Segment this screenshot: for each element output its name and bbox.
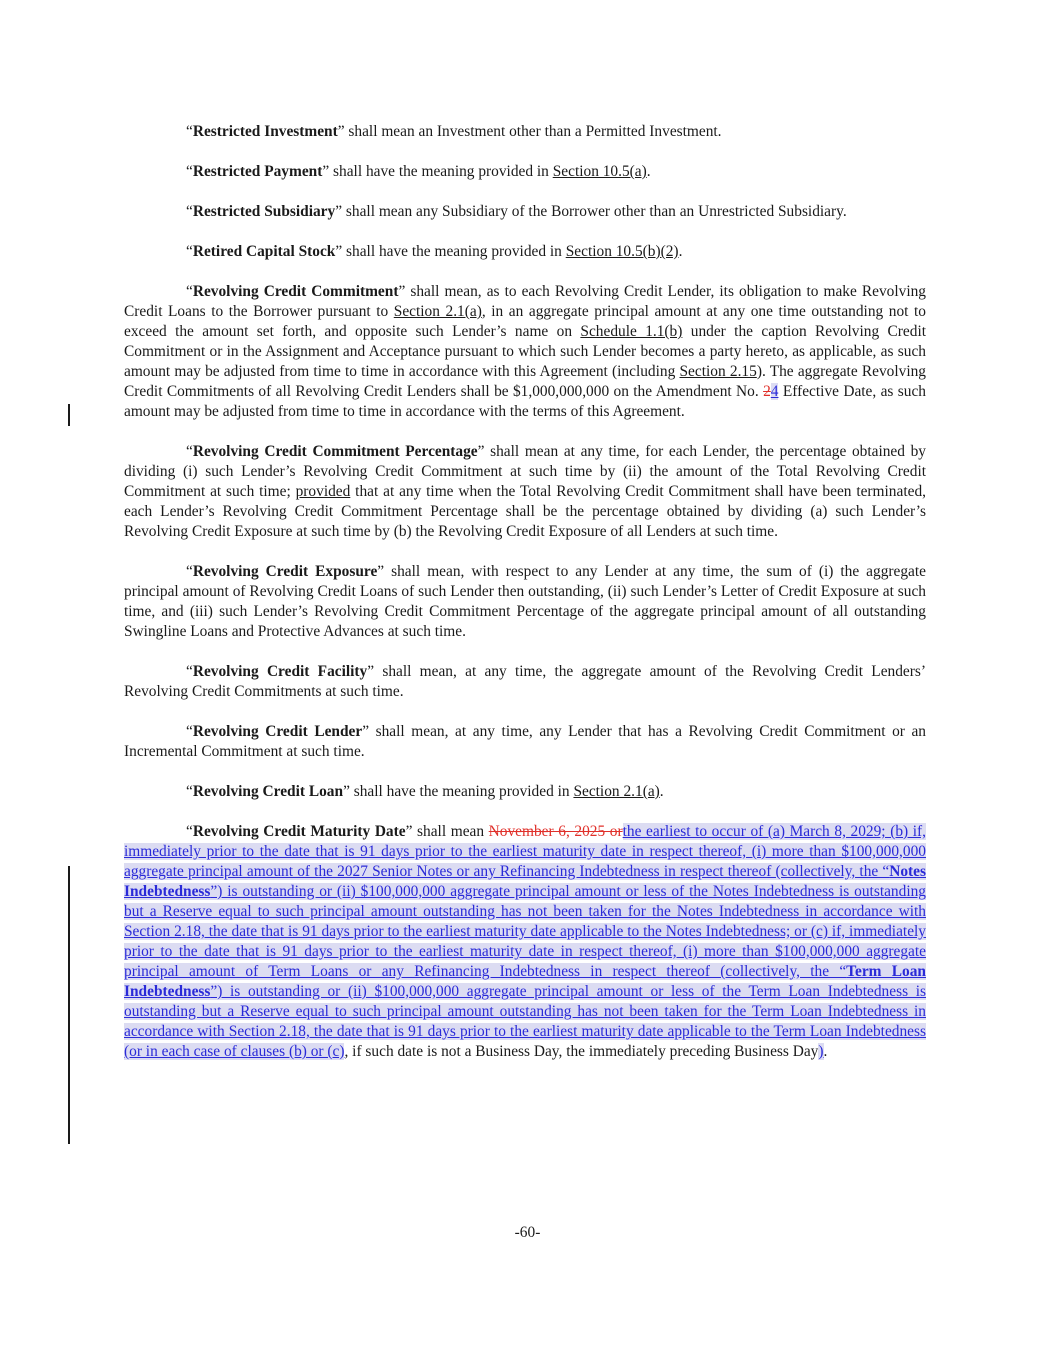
proviso-term: provided [295,483,351,500]
change-bar [68,404,70,426]
change-bar [68,866,70,1144]
definition-revolving-credit-loan: “Revolving Credit Loan” shall have the meaning provided in Section 2.1(a). [186,783,664,800]
section-reference: Section 2.1(a) [573,783,660,800]
section-reference: Section 2.1(a) [393,303,482,320]
defined-term-inserted: Term Loan Indebtedness [124,963,926,1000]
definition-revolving-credit-facility: “Revolving Credit Facility” shall mean, at any time, the aggregate amount of the Revolving Credit Lenders’ Revolving Credit Commitments at such time. [124,663,926,700]
definition-restricted-subsidiary: “Restricted Subsidiary” shall mean any Subsidiary of the Borrower other than an Unrestricted Subsidiary. [186,203,847,220]
definition-revolving-credit-lender: “Revolving Credit Lender” shall mean, at any time, any Lender that has a Revolving Credit Commitment or an Incremental Commitment at such time. [124,723,927,760]
defined-term: Revolving Credit Facility [192,663,368,680]
defined-term: Revolving Credit Lender [192,723,363,740]
inserted-text: ) [818,1043,824,1060]
defined-term: Restricted Subsidiary [192,203,336,220]
defined-term: Restricted Investment [192,123,338,140]
inserted-text: 4 [770,383,779,400]
defined-term: Revolving Credit Exposure [192,563,378,580]
schedule-reference: Schedule 1.1(b) [580,323,683,340]
defined-term: Revolving Credit Loan [192,783,344,800]
definition-retired-capital-stock: “Retired Capital Stock” shall have the meaning provided in Section 10.5(b)(2). [186,243,683,260]
section-reference: Section 2.15 [679,363,757,380]
definition-revolving-credit-exposure: “Revolving Credit Exposure” shall mean, with respect to any Lender at any time, the sum of (i) the aggregate principal amount of Revolving Credit Loans of such Lender then outstanding, (ii) such Lender’s Letter of Credit Exposure at such time, and (iii) such Lender’s Revolving Credit Commitment Percentage of the aggregate principal amount of all outstanding Swingline Loans and Protective Advances at such time. [124,563,926,640]
section-reference: Section 10.5(a) [552,163,647,180]
definition-revolving-credit-commitment-percentage: “Revolving Credit Commitment Percentage” shall mean at any time, for each Lender, the percentage obtained by dividing (i) such Lender’s Revolving Credit Commitment at such time by (ii) the amount of the Total Revolving Credit Commitment at such time; provided that at any time when the Total Revolving Credit Commitment shall have been terminated, each Lender’s Revolving Credit Commitment Percentage shall be the percentage obtained by dividing (a) such Lender’s Revolving Credit Exposure at such time by (b) the Revolving Credit Exposure of all Lenders at such time. [124,443,926,540]
defined-term-inserted: Notes Indebtedness [124,863,926,900]
defined-term: Revolving Credit Commitment [192,283,399,300]
definition-revolving-credit-commitment: “Revolving Credit Commitment” shall mean, as to each Revolving Credit Lender, its obligation to make Revolving Credit Loans to the Borrower pursuant to Section 2.1(a), in an aggregate principal amount at any one time outstanding not to exceed the amount set forth, and opposite such Lender’s name on Schedule 1.1(b) under the caption Revolving Credit Commitment or in the Assignment and Acceptance pursuant to which such Lender becomes a party hereto, as applicable, as such amount may be adjusted from time to time in accordance with this Agreement (including Section 2.15). The aggregate Revolving Credit Commitments of all Revolving Credit Lenders shall be $1,000,000,000 on the Amendment No. 24 Effective Date, as such amount may be adjusted from time to time in accordance with the terms of this Agreement. [124,283,927,420]
inserted-text: the earliest to occur of (a) March 8, 2029; (b) if, immediately prior to the date that is 91 days prior to the earliest maturity date in respect thereof, (i) more than $100,000,000 aggregate principal amount of the 2027 Senior Notes or any Refinancing Indebtedness in respect thereof (collectively, the “Notes Indebtedness”) is outstanding or (ii) $100,000,000 aggregate principal amount or less of the Notes Indebtedness is outstanding but a Reserve equal to such principal amount outstanding has not been taken for the Notes Indebtedness in accordance with Section 2.18, the date that is 91 days prior to the earliest maturity date applicable to the Notes Indebtedness; or (c) if, immediately prior to the date that is 91 days prior to the earliest maturity date in respect thereof, (i) more than $100,000,000 aggregate principal amount of Term Loans or any Refinancing Indebtedness in respect thereof (collectively, the “Term Loan Indebtedness”) is outstanding or (ii) $100,000,000 aggregate principal amount or less of the Term Loan Indebtedness is outstanding but a Reserve equal to such principal amount outstanding has not been taken for the Term Loan Indebtedness in accordance with Section 2.18, the date that is 91 days prior to the earliest maturity date applicable to the Term Loan Indebtedness (or in each case of clauses (b) or (c) [124,823,927,1060]
defined-term: Revolving Credit Maturity Date [192,823,406,840]
definition-restricted-payment: “Restricted Payment” shall have the meaning provided in Section 10.5(a). [186,163,651,180]
deleted-text: November 6, 2025 or [488,823,623,840]
definition-revolving-credit-maturity-date: “Revolving Credit Maturity Date” shall mean November 6, 2025 orthe earliest to occur of (a) March 8, 2029; (b) if, immediately prior to the date that is 91 days prior to the earliest maturity date in respect thereof, (i) more than $100,000,000 aggregate principal amount of the 2027 Senior Notes or any Refinancing Indebtedness in respect thereof (collectively, the “Notes Indebtedness”) is outstanding or (ii) $100,000,000 aggregate principal amount or less of the Notes Indebtedness is outstanding but a Reserve equal to such principal amount outstanding has not been taken for the Notes Indebtedness in accordance with Section 2.18, the date that is 91 days prior to the earliest maturity date applicable to the Notes Indebtedness; or (c) if, immediately prior to the date that is 91 days prior to the earliest maturity date in respect thereof, (i) more than $100,000,000 aggregate principal amount of Term Loans or any Refinancing Indebtedness in respect thereof (collectively, the “Term Loan Indebtedness”) is outstanding or (ii) $100,000,000 aggregate principal amount or less of the Term Loan Indebtedness is outstanding but a Reserve equal to such principal amount outstanding has not been taken for the Term Loan Indebtedness in accordance with Section 2.18, the date that is 91 days prior to the earliest maturity date applicable to the Term Loan Indebtedness (or in each case of clauses (b) or (c), if such date is not a Business Day, the immediately preceding Business Day). [124,823,927,1060]
definition-restricted-investment: “Restricted Investment” shall mean an Investment other than a Permitted Investment. [186,123,722,140]
deleted-text: 2 [763,383,771,400]
defined-term: Revolving Credit Commitment Percentage [192,443,478,460]
document-page [124,122,926,1082]
page-number: -60- [514,1224,541,1241]
section-reference: Section 10.5(b)(2) [565,243,679,260]
defined-term: Restricted Payment [192,163,323,180]
defined-term: Retired Capital Stock [192,243,336,260]
